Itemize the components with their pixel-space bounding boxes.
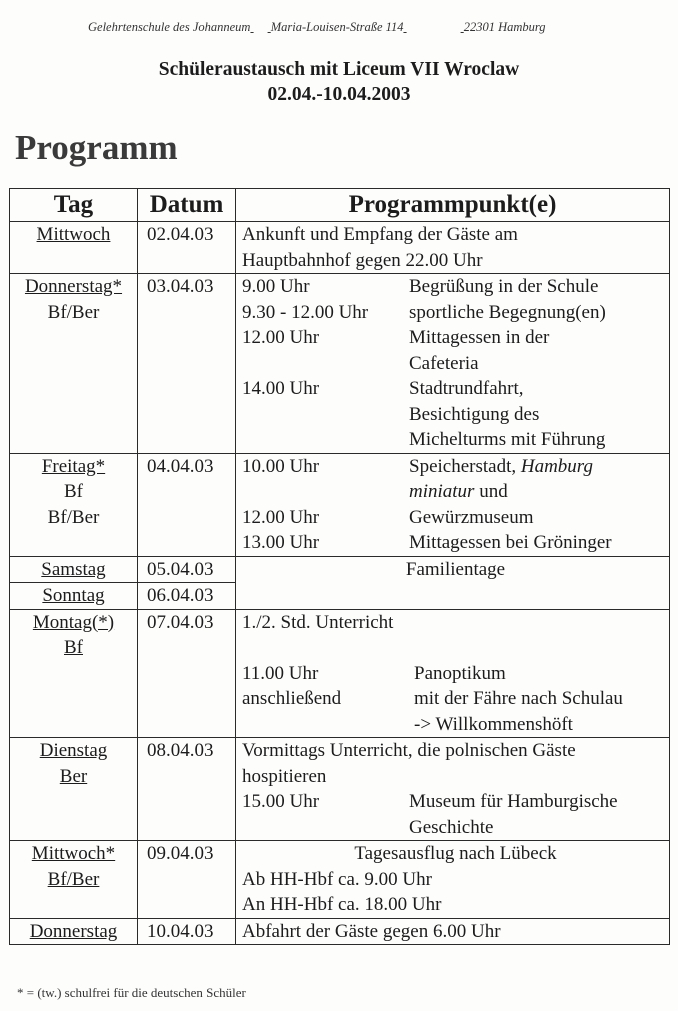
- day-label: Montag(*): [32, 611, 115, 633]
- date-cell: 03.04.03: [138, 274, 236, 454]
- day-cell: [10, 556, 138, 583]
- day-label: Mittwoch*: [31, 843, 116, 864]
- date-cell: 09.04.03: [138, 841, 236, 919]
- time-label: [242, 815, 409, 841]
- program-cell: [236, 738, 670, 841]
- school-street: Maria-Louisen-Straße 114: [270, 20, 404, 34]
- activity-label: Begrüßung in der Schule: [409, 276, 599, 297]
- table-row: [10, 274, 670, 454]
- column-header-programm: Programmpunkt(e): [236, 189, 670, 222]
- footnote: * = (tw.) schulfrei für die deutschen Schüler: [17, 985, 246, 1000]
- time-label: 11.00 Uhr: [242, 662, 319, 684]
- time-label: [242, 479, 409, 505]
- program-line: Ankunft und Empfang der Gäste am: [242, 224, 518, 245]
- table-row: [10, 556, 670, 583]
- activity-label: -> Willkommenshöft: [414, 713, 573, 735]
- day-cell: [10, 609, 138, 738]
- table-row: [10, 609, 670, 738]
- column-header-datum: Datum: [138, 189, 236, 222]
- program-cell: [236, 222, 670, 274]
- time-label: [242, 427, 409, 453]
- table-header-row: [10, 189, 670, 222]
- activity-label: Michelturms mit Führung: [409, 429, 606, 450]
- program-cell: [236, 453, 670, 556]
- document-title: Schüleraustausch mit Liceum VII Wroclaw: [158, 59, 520, 80]
- date-cell: 10.04.03: [138, 918, 236, 945]
- program-cell: [236, 841, 670, 919]
- schedule-table: [9, 188, 670, 945]
- activity-label-italic: Hamburg: [520, 455, 593, 477]
- activity-label: Mittagessen in der: [409, 327, 550, 348]
- date-cell: 04.04.03: [138, 453, 236, 556]
- program-line: Ab HH-Hbf ca. 9.00 Uhr: [242, 868, 432, 890]
- program-line: 1./2. Std. Unterricht: [242, 611, 394, 633]
- program-cell: Abfahrt der Gäste gegen 6.00 Uhr: [236, 918, 670, 945]
- program-line: Vormittags Unterricht, die polnischen Gäste: [242, 740, 576, 761]
- time-label: 12.00 Uhr: [242, 327, 320, 348]
- table-row: [10, 841, 670, 919]
- table-row: [10, 738, 670, 841]
- document-dates: 02.04.-10.04.2003: [267, 84, 411, 105]
- day-label: Freitag*: [41, 455, 106, 477]
- column-header-tag: Tag: [10, 189, 138, 222]
- group-label: Bf/Ber: [47, 506, 100, 528]
- table-row: [10, 453, 670, 556]
- day-label: Sonntag: [42, 585, 105, 606]
- program-line: Hauptbahnhof gegen 22.00 Uhr: [242, 249, 483, 271]
- activity-label-italic: miniatur: [409, 481, 475, 502]
- activity-label: Mittagessen bei Gröninger: [409, 532, 612, 553]
- program-cell: [236, 609, 670, 738]
- time-label: 15.00 Uhr: [242, 791, 320, 812]
- day-cell: [10, 738, 138, 841]
- day-cell: [10, 274, 138, 454]
- activity-label: und: [474, 481, 508, 502]
- page-heading: Programm: [15, 128, 178, 167]
- school-city: 22301 Hamburg: [463, 20, 546, 34]
- day-label: Samstag: [41, 558, 106, 580]
- school-name: Gelehrtenschule des Johanneum: [88, 20, 251, 34]
- activity-label: Gewürzmuseum: [409, 506, 534, 528]
- day-cell: [10, 453, 138, 556]
- table-row: [10, 583, 670, 610]
- time-label: [242, 351, 409, 377]
- day-cell: [10, 841, 138, 919]
- time-label: 10.00 Uhr: [242, 455, 320, 477]
- day-cell: [10, 583, 138, 610]
- letterhead: [88, 20, 578, 35]
- group-label: Ber: [59, 765, 88, 787]
- activity-label: Geschichte: [409, 816, 494, 838]
- program-line: hospitieren: [242, 765, 327, 787]
- activity-label: Panoptikum: [414, 662, 506, 684]
- time-label: 9.00 Uhr: [242, 276, 310, 297]
- time-label: 13.00 Uhr: [242, 532, 320, 553]
- group-label: Bf: [64, 481, 83, 502]
- activity-label: Museum für Hamburgische: [409, 791, 618, 812]
- date-cell: 06.04.03: [138, 583, 236, 610]
- program-cell: [236, 274, 670, 454]
- table-row: [10, 918, 670, 945]
- date-cell: 08.04.03: [138, 738, 236, 841]
- activity-label: mit der Fähre nach Schulau: [414, 688, 623, 709]
- day-label: Dienstag: [39, 740, 108, 761]
- activity-label: sportliche Begegnung(en): [409, 301, 606, 323]
- table-row: [10, 222, 670, 274]
- date-cell: 02.04.03: [138, 222, 236, 274]
- date-cell: 05.04.03: [138, 556, 236, 583]
- program-line: An HH-Hbf ca. 18.00 Uhr: [242, 894, 442, 915]
- time-label: anschließend: [242, 688, 342, 709]
- day-label: Mittwoch: [36, 224, 111, 245]
- activity-label: Besichtigung des: [409, 403, 540, 425]
- group-label: Bf/Ber: [47, 868, 100, 890]
- program-cell: [236, 583, 670, 610]
- group-label: Bf: [64, 637, 83, 658]
- activity-label: Cafeteria: [409, 352, 479, 374]
- day-label: Donnerstag*: [24, 276, 123, 297]
- program-cell: Familientage: [236, 556, 670, 583]
- time-label: [242, 402, 409, 428]
- activity-label: Stadtrundfahrt,: [409, 378, 524, 399]
- activity-label: Speicherstadt,: [409, 455, 521, 477]
- day-label: Donnerstag: [29, 920, 118, 942]
- group-label: Bf/Ber: [47, 301, 100, 323]
- day-cell: [10, 918, 138, 945]
- program-line: Tagesausflug nach Lübeck: [354, 843, 557, 864]
- time-label: 9.30 - 12.00 Uhr: [242, 301, 369, 323]
- time-label: 14.00 Uhr: [242, 378, 320, 399]
- day-cell: [10, 222, 138, 274]
- time-label: 12.00 Uhr: [242, 506, 320, 528]
- date-cell: 07.04.03: [138, 609, 236, 738]
- time-label: [242, 712, 414, 738]
